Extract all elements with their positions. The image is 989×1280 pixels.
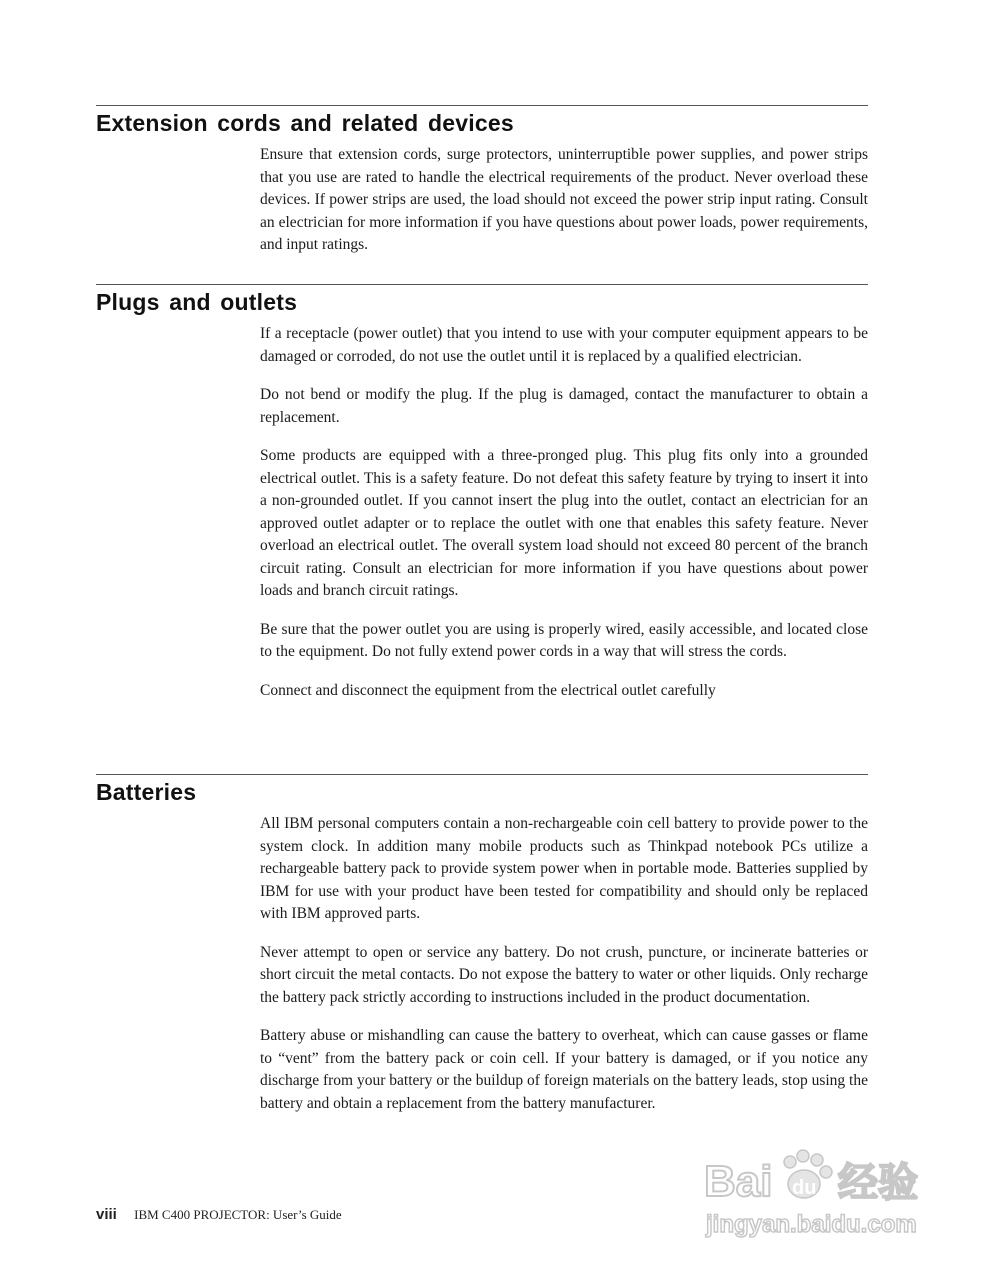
paragraph: Connect and disconnect the equipment from the electrical outlet carefully (260, 681, 716, 699)
section-heading-extension-cords: Extension cords and related devices (96, 110, 514, 136)
page-footer (96, 1206, 342, 1223)
section-heading-batteries: Batteries (96, 779, 197, 805)
section-heading-plugs-outlets: Plugs and outlets (96, 289, 298, 315)
paragraph: Do not bend or modify the plug. If the plug is damaged, contact the manufacturer to obtain a replacement. (260, 386, 868, 426)
svg-text:Bai: Bai (704, 1157, 773, 1206)
svg-text:经验: 经验 (838, 1160, 918, 1206)
paw-icon (784, 1150, 832, 1199)
paragraph: Some products are equipped with a three-pronged plug. This plug fits only into a grounded electrical outlet. This is a safety feature. Do not defeat this safety feature by trying to insert it into a non-grounded outlet. If you cannot insert the plug into the outlet, contact an electrician for an approved outlet adapter or to replace the outlet with one that enables this safety feature. Never overload an electrical outlet. The overall system load should not exceed 80 percent of the branch circuit rating. Consult an electrician for more information if you have questions about power loads and branch circuit ratings. (260, 447, 868, 599)
svg-text:jingyan.baidu.com: jingyan.baidu.com (706, 1211, 917, 1238)
paragraph: Battery abuse or mishandling can cause the battery to overheat, which can cause gasses or flame to “vent” from the battery pack or coin cell. If your battery is damaged, or if you notice any discharge from your battery or the buildup of foreign materials on the battery leads, stop using the battery and obtain a replacement from the battery manufacturer. (260, 1027, 868, 1112)
section-divider (96, 774, 868, 775)
page-number: viii (96, 1206, 117, 1223)
document-title: IBM C400 PROJECTOR: User’s Guide (134, 1207, 342, 1222)
paragraph: Never attempt to open or service any battery. Do not crush, puncture, or incinerate batteries or short circuit the metal contacts. Do not expose the battery to water or other liquids. Only recharge the battery pack strictly according to instructions included in the product documentation. (260, 943, 868, 1006)
paragraph: Be sure that the power outlet you are using is properly wired, easily accessible, and located close to the equipment. Do not fully extend power cords in a way that will stress the cords. (260, 620, 868, 660)
paragraph: All IBM personal computers contain a non-rechargeable coin cell battery to provide power to the system clock. In addition many mobile products such as Thinkpad notebook PCs utilize a rechargeable battery pack to provide system power when in portable mode. Batteries supplied by IBM for use with your product have been tested for compatibility and should only be replaced with IBM approved parts. (260, 815, 868, 922)
baidu-jingyan-watermark (700, 1140, 940, 1240)
section-body-plugs-outlets (260, 323, 868, 718)
paragraph: Ensure that extension cords, surge protectors, uninterruptible power supplies, and power strips that you use are rated to handle the electrical requirements of the product. Never overload these devices. If power strips are used, the load should not exceed the power strip input rating. Consult an electrician for more information if you have questions about power loads, power requirements, and input ratings. (260, 146, 868, 253)
section-body-extension-cords (260, 144, 868, 273)
section-divider (96, 284, 868, 285)
paragraph: If a receptacle (power outlet) that you intend to use with your computer equipment appears to be damaged or corroded, do not use the outlet until it is replaced by a qualified electrician. (260, 325, 868, 365)
section-body-batteries (260, 813, 868, 1131)
svg-text:du: du (792, 1177, 817, 1199)
section-divider (96, 105, 868, 106)
